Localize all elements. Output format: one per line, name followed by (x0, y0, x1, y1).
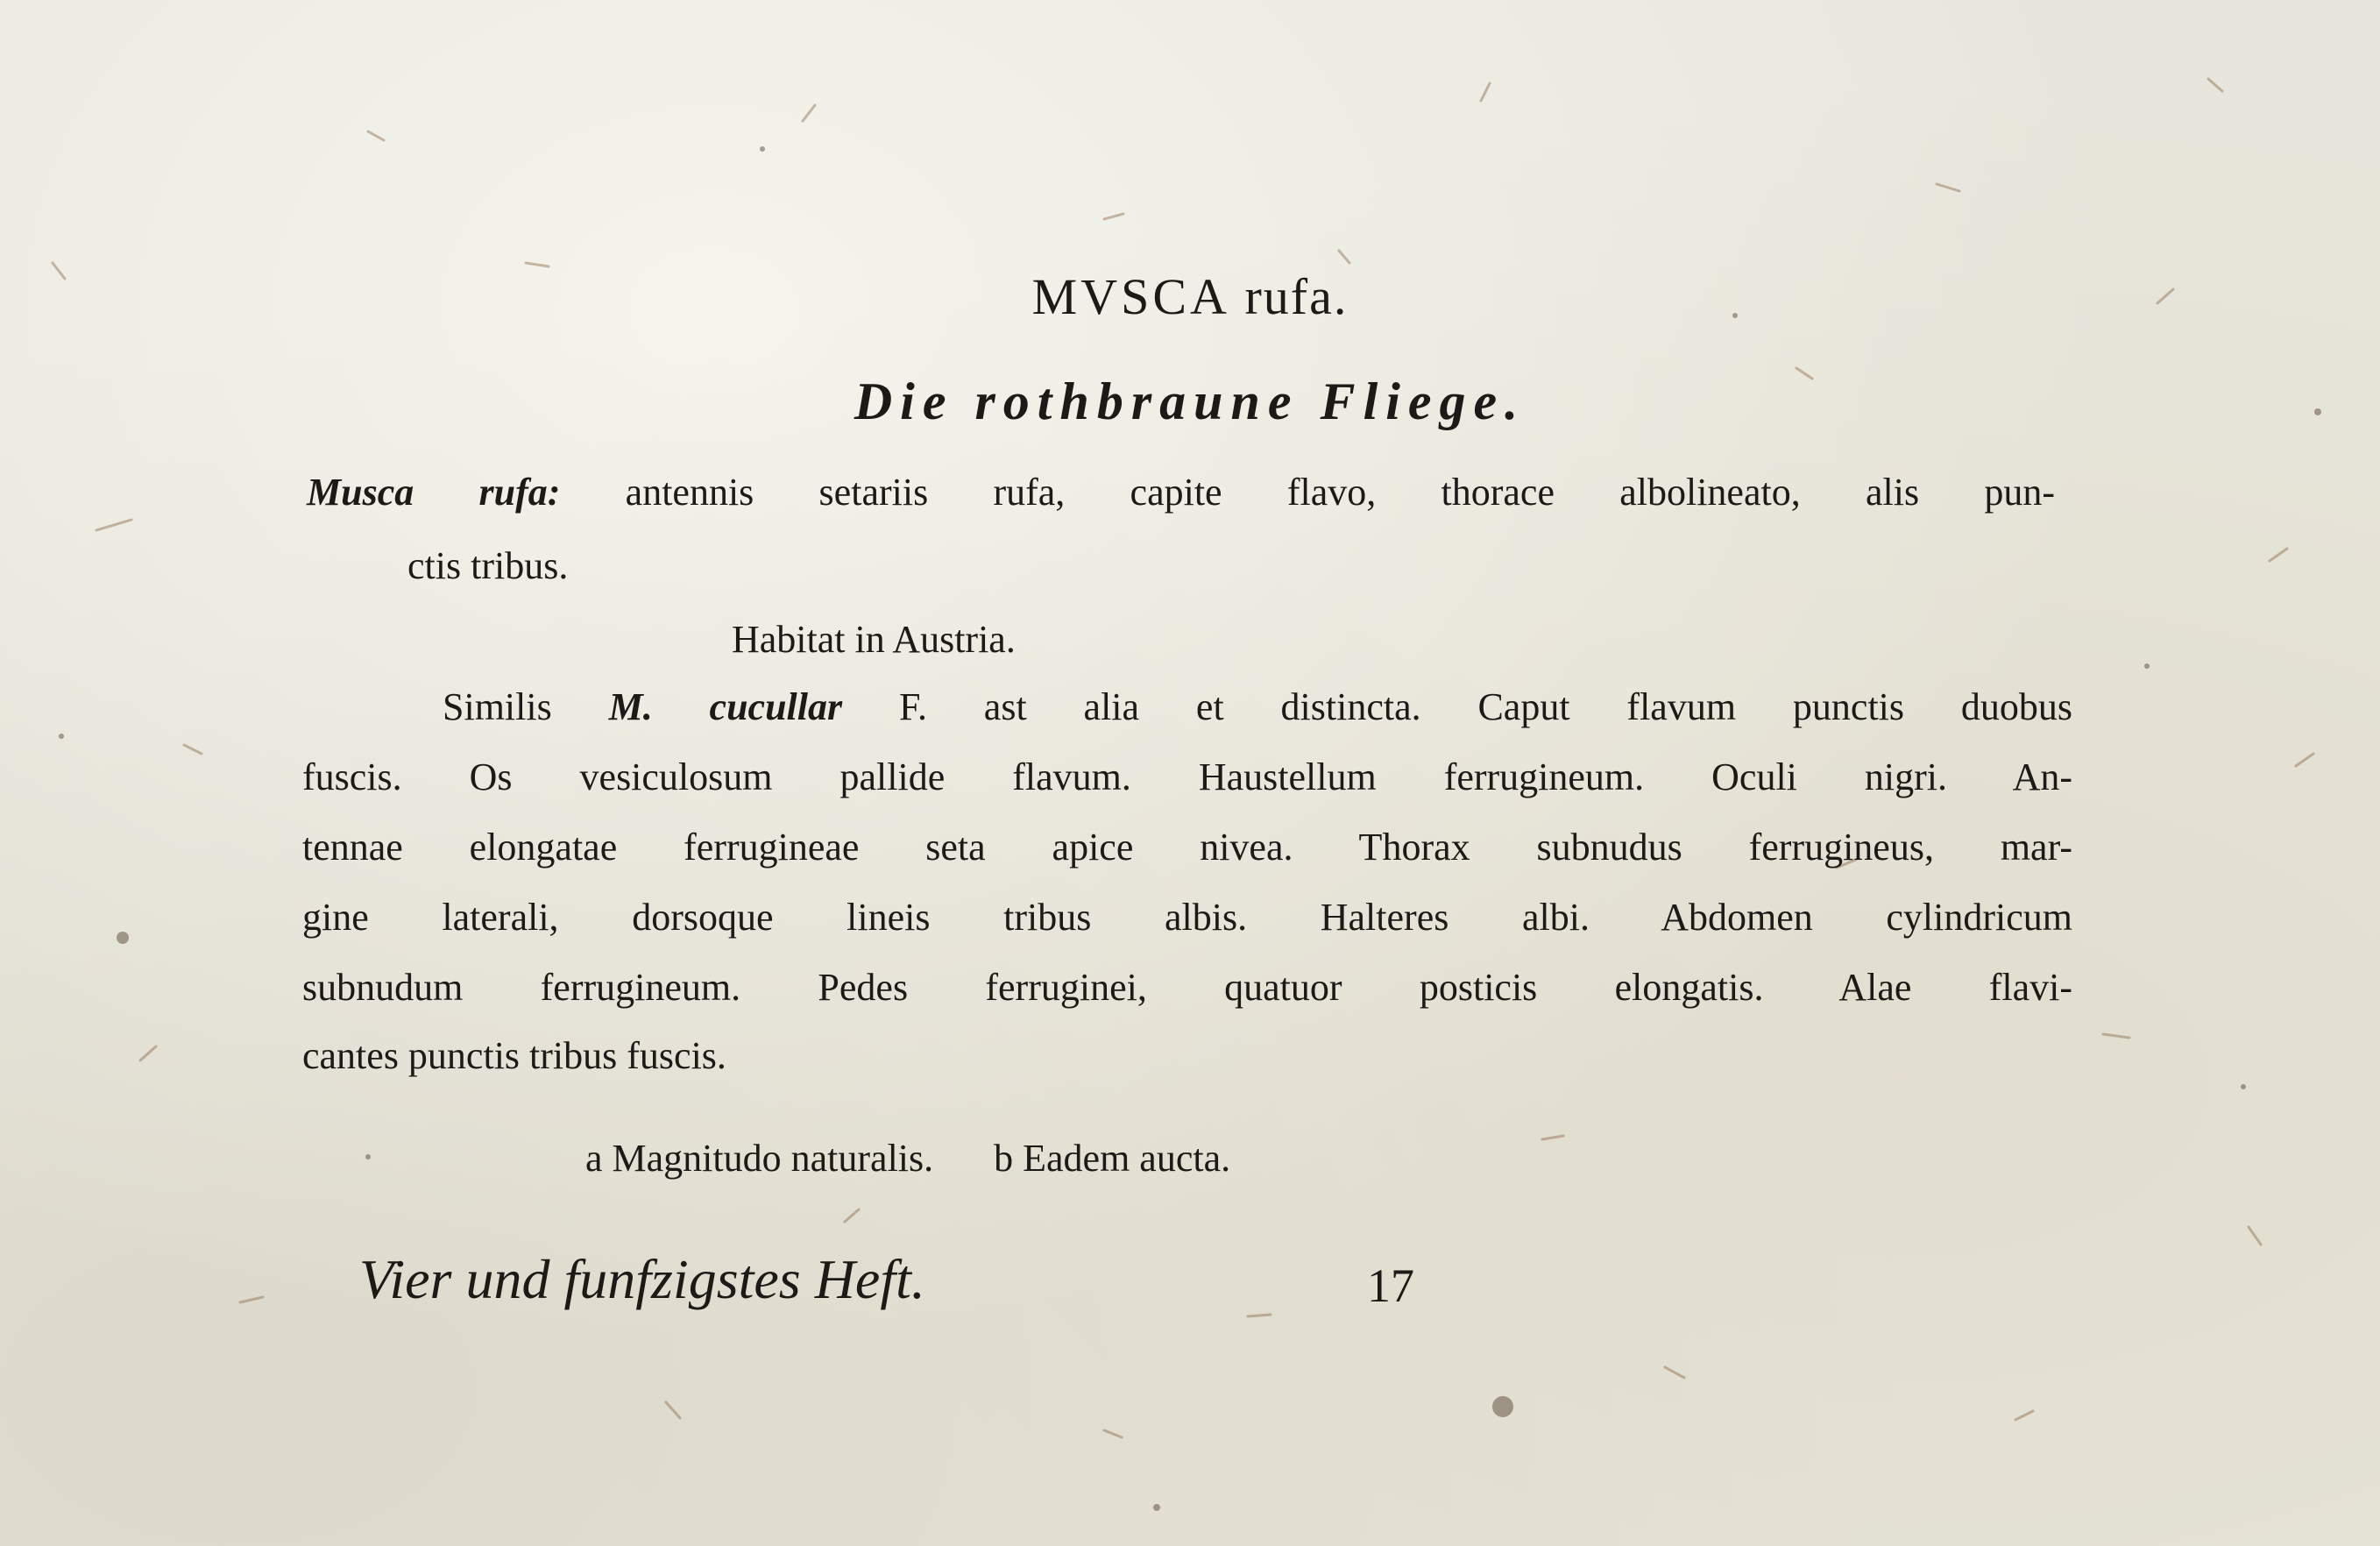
description-line-1-end: F. ast alia et distincta. Caput flavum punctis duobus (899, 685, 2072, 728)
page-number: 17 (1367, 1259, 1414, 1312)
description-line-1 (443, 685, 2072, 728)
title-species: rufa. (1244, 268, 1349, 325)
description-line-2: fuscis. Os vesiculosum pallide flavum. Haustellum ferrugineum. Oculi nigri. An- (302, 755, 2072, 798)
diagnosis-name: Musca rufa: (307, 471, 561, 514)
description-line-6: cantes punctis tribus fuscis. (302, 1034, 726, 1077)
title-genus: MVSCA (1031, 268, 1230, 325)
description-line-1-start: Similis (443, 685, 552, 728)
habitat-line: Habitat in Austria. (732, 618, 1016, 661)
species-reference: M. cucullar (608, 685, 843, 728)
page-title (0, 268, 2380, 325)
diagnosis-line-2: ctis tribus. (407, 544, 569, 587)
diagnosis-line-1 (307, 473, 2055, 512)
description-line-4: gine laterali, dorsoque lineis tribus albis. Halteres albi. Abdomen cylindricum (302, 896, 2072, 939)
description-line-3: tennae elongatae ferrugineae seta apice nivea. Thorax subnudus ferrugineus, mar- (302, 826, 2072, 869)
caption-b: b Eadem aucta. (994, 1137, 1231, 1180)
description-line-5: subnudum ferrugineum. Pedes ferruginei, quatuor posticis elongatis. Alae flavi- (302, 966, 2072, 1009)
figure-captions (585, 1139, 1230, 1178)
page-subtitle: Die rothbraune Fliege. (854, 372, 1526, 430)
caption-a: a Magnitudo naturalis. (585, 1137, 934, 1180)
issue-footer: Vier und funfzigstes Heft. (359, 1248, 925, 1310)
diagnosis-text-1: antennis setariis rufa, capite flavo, thorace albolineato, alis pun- (625, 471, 2055, 514)
